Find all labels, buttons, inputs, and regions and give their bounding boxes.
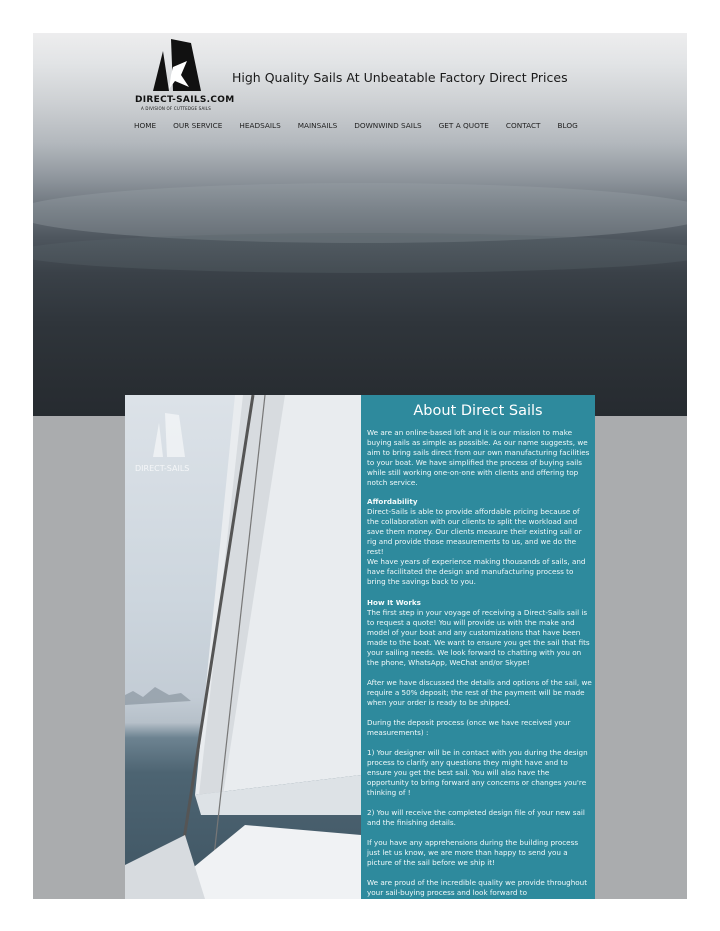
nav-item-mainsails[interactable]: MAINSAILS — [297, 121, 338, 130]
page-frame — [33, 33, 687, 899]
closing-paragraph: We are proud of the incredible quality we provide throughout your sail-buying process and look forward to — [367, 878, 588, 898]
sailboat-photo — [125, 395, 361, 899]
nav-item-blog[interactable]: BLOG — [557, 121, 578, 130]
nav-item-contact[interactable]: CONTACT — [505, 121, 541, 130]
step-one: 1) Your designer will be in contact with you during the design process to clarify any questions they might have and to ensure you get the best sail. You will also have the opportunity to bring forward any concerns or changes you're thinking of ! — [367, 748, 588, 798]
logo-subtext: A DIVISION OF CUTTEDGE SAILS — [141, 106, 211, 111]
how-it-works-paragraph-2: After we have discussed the details and options of the sail, we require a 50% deposit; the rest of the payment will be made when your order is ready to be shipped. — [367, 678, 592, 708]
apprehension-paragraph: If you have any apprehensions during the building process just let us know, we are more than happy to send you a picture of the sail before we ship it! — [367, 838, 579, 868]
nav-item-downwind-sails[interactable]: DOWNWIND SAILS — [354, 121, 422, 130]
hero-ocean-background — [33, 33, 687, 416]
how-it-works-paragraph-3: During the deposit process (once we have received your measurements) : — [367, 718, 571, 738]
about-panel — [361, 395, 595, 899]
about-title: About Direct Sails — [413, 403, 543, 419]
how-it-works-paragraph-1: The first step in your voyage of receiving a Direct-Sails sail is to request a quote! You will provide us with the make and model of your boat and any customizations that have been made to the boat. We want to ensure you get the sail that fits your sailing needs. We look forward to chatting with you on the phone, WhatsApp, WeChat and/or Skype! — [367, 608, 590, 668]
logo-text[interactable]: DIRECT-SAILS.COM — [135, 95, 235, 105]
site-tagline: High Quality Sails At Unbeatable Factory Direct Prices — [232, 70, 568, 85]
nav-item-get-a-quote[interactable]: GET A QUOTE — [438, 121, 489, 130]
main-navigation — [134, 121, 595, 135]
sail-illustration — [125, 395, 361, 899]
nav-item-home[interactable]: HOME — [134, 121, 157, 130]
affordability-paragraph-2: We have years of experience making thousands of sails, and have facilitated the design and manufacturing process to bring the savings back to you. — [367, 557, 586, 587]
how-it-works-heading: How It Works — [367, 598, 421, 607]
affordability-paragraph-1: Direct-Sails is able to provide affordable pricing because of the collaboration with our clients to split the workload and save them money. Our clients measure their existing sail or rig and provide those measurements to us, and we do the rest! — [367, 507, 582, 557]
affordability-heading: Affordability — [367, 497, 418, 506]
step-two: 2) You will receive the completed design file of your new sail and the finishing details. — [367, 808, 585, 828]
nav-item-our-service[interactable]: OUR SERVICE — [173, 121, 223, 130]
nav-item-headsails[interactable]: HEADSAILS — [239, 121, 281, 130]
photo-watermark-text: DIRECT-SAILS — [135, 464, 190, 473]
about-intro: We are an online-based loft and it is our mission to make buying sails as simple as possible. As our name suggests, we aim to bring sails direct from our own manufacturing facilities to your boat. We have simplified the process of buying sails while still working one-on-one with clients and offering top notch service. — [367, 428, 590, 488]
wave-shape — [33, 233, 687, 273]
